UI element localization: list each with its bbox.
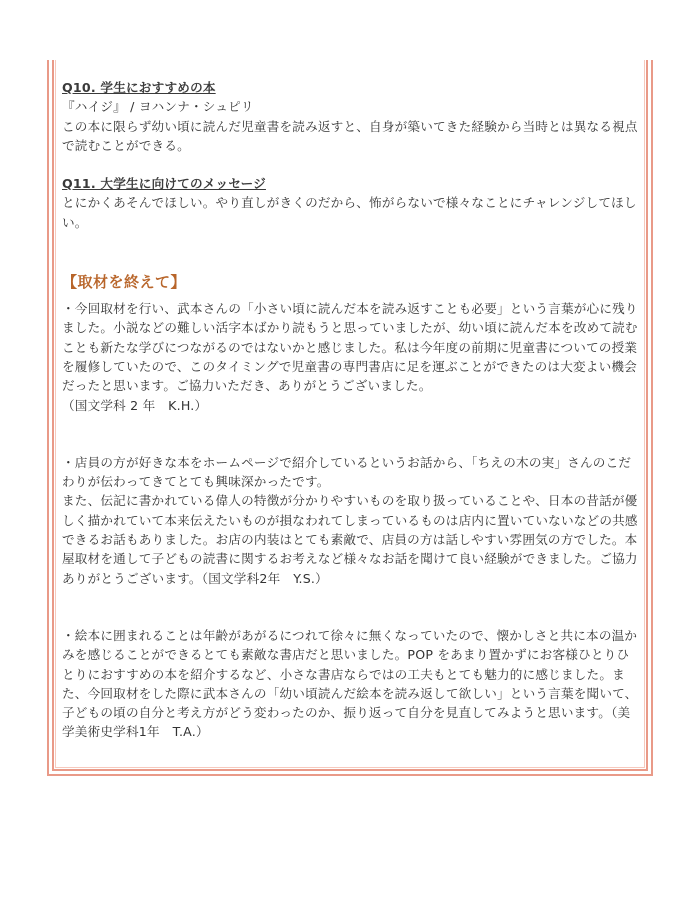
question-title: Q11. 大学生に向けてのメッセージ [62,176,266,192]
qa-item-q11 [62,174,642,232]
comment-text: また、伝記に書かれている偉人の特徴が分かりやすいものを取り扱っていることや、日本の昔話が優しく描かれていて本来伝えたいものが損なわれてしまっているものは店内に置いていないなどの共感できるお話もありました。お店の内装はとても素敵で、店員の方は話しやすい雰囲気の方でした。本屋取材を通して子どもの読書に関するお考えなど様々なお話を聞けて良い経験ができました。ご協力ありがとうございます。（国文学科2年 Y.S.） [62,493,638,586]
spacer [62,155,642,174]
spacer [62,232,642,270]
answer-book-title: 『ハイジ』 / ヨハンナ・シュピリ [62,99,254,115]
answer-text: この本に限らず幼い頃に読んだ児童書を読み返すと、自身が築いてきた経験から当時とは異なる視点で読むことができる。 [62,118,638,153]
document-content [62,78,642,742]
comment-text: ・店員の方が好きな本をホームページで紹介しているというお話から、「ちえの木の実」さんのこだわりが伝わってきてとても興味深かったです。 [62,454,632,490]
qa-item-q10 [62,78,642,155]
comment-signature: （国文学科 2 年 K.H.） [62,397,208,413]
comment-block-ta [62,626,642,742]
question-title: Q10. 学生におすすめの本 [62,80,216,95]
comment-block-kh [62,299,642,415]
section-heading: 【取材を終えて】 [62,273,187,292]
comment-text: ・今回取材を行い、武本さんの「小さい頃に読んだ本を読み返すことも必要」という言葉が心に残りました。小説などの難しい活字本ばかり読もうと思っていましたが、幼い頃に読んだ本を改めて読むことも新たな学びにつながるのではないかと感じました。私は今年度の前期に児童書についての授業を履修していたので、このタイミングで児童書の専門書店に足を運ぶことができたのは大変よい機会だったと思います。ご協力いただき、ありがとうございました。 [62,301,638,394]
spacer [62,588,642,626]
answer-text: とにかくあそんでほしい。やり直しがきくのだから、怖がらないで様々なことにチャレンジしてほしい。 [62,195,637,230]
spacer [62,415,642,453]
comment-block-ys [62,453,642,588]
comment-text: ・絵本に囲まれることは年齢があがるにつれて徐々に無くなっていたので、懐かしさと共に本の温かみを感じることができるとても素敵な書店だと思いました。POP をあまり置かずにお客様ひとりひとりにおすすめの本を紹介するなど、小さな書店ならではの工夫もとても魅力的に感じました。また、今回取材をした際に武本さんの「幼い頃読んだ絵本を読み返して欲しい」という言葉を聞いて、子どもの頃の自分と考え方がどう変わったのか、振り返って自分を見直してみようと思います。（美学美術史学科1年 T.A.） [62,627,638,740]
